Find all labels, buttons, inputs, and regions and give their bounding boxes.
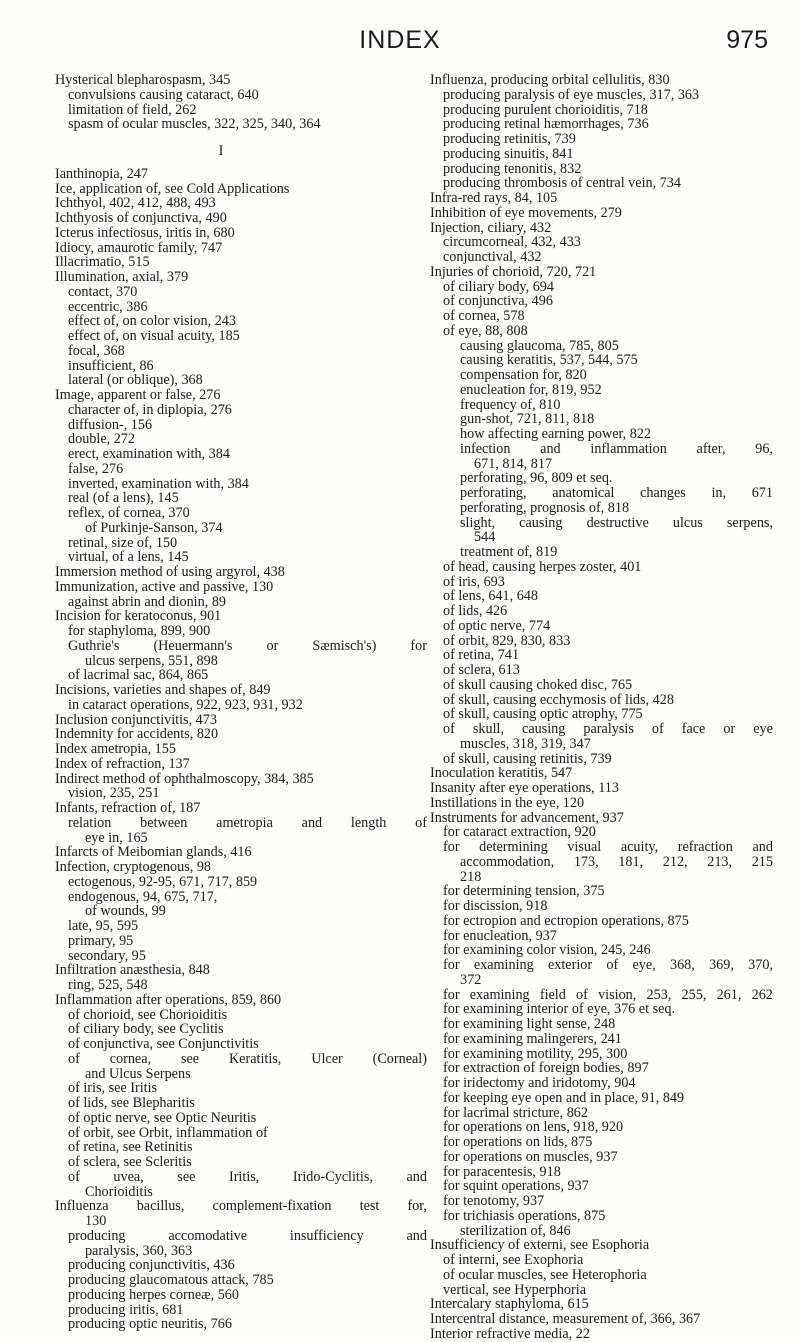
index-entry: Indirect method of ophthalmoscopy, 384, 385	[55, 770, 314, 787]
index-entry: for staphyloma, 899, 900	[68, 623, 211, 639]
index-entry: gun-shot, 721, 811, 818	[460, 411, 595, 428]
index-entry: of wounds, 99	[85, 903, 166, 920]
index-entry: for examining color vision, 245, 246	[443, 942, 651, 959]
index-entry: of sclera, 613	[443, 662, 520, 678]
index-entry: eye in, 165	[85, 829, 148, 846]
index-entry: of skull, causing paralysis of face or eye	[443, 721, 773, 737]
index-entry: Inflammation after operations, 859, 860	[55, 991, 282, 1008]
index-entry: for examining light sense, 248	[443, 1016, 616, 1032]
index-entry: Index ametropia, 155	[55, 741, 176, 757]
index-entry: for paracentesis, 918	[443, 1163, 561, 1180]
index-entry: Illacrimatio, 515	[55, 254, 150, 271]
index-entry: insufficient, 86	[68, 357, 154, 374]
index-entry: of lids, see Blepharitis	[68, 1095, 195, 1111]
index-entry: for trichiasis operations, 875	[443, 1207, 606, 1224]
index-entry: 372	[460, 971, 482, 988]
index-entry: Instillations in the eye, 120	[430, 794, 585, 811]
index-entry: of conjunctiva, 496	[443, 293, 553, 310]
index-column-right	[430, 73, 773, 1342]
index-entry: effect of, on visual acuity, 185	[68, 328, 240, 344]
index-entry: Injection, ciliary, 432	[430, 219, 552, 236]
index-entry: 544	[474, 529, 496, 546]
index-entry: producing glaucomatous attack, 785	[68, 1272, 274, 1288]
index-entry: Intercentral distance, measurement of, 366, 367	[430, 1311, 701, 1327]
index-entry: of Purkinje-Sanson, 374	[85, 519, 223, 536]
index-entry: Icterus infectiosus, iritis in, 680	[55, 224, 235, 241]
index-entry: for extraction of foreign bodies, 897	[443, 1060, 649, 1077]
index-entry: producing thrombosis of central vein, 734	[443, 175, 681, 192]
index-entry: of ocular muscles, see Heterophoria	[443, 1266, 647, 1283]
index-entry: for examining exterior of eye, 368, 369, 370,	[443, 957, 773, 973]
index-entry: Image, apparent or false, 276	[55, 387, 221, 403]
entry-group-h	[55, 73, 427, 132]
index-entry: effect of, on color vision, 243	[68, 313, 236, 330]
index-entry: double, 272	[68, 431, 135, 448]
index-entry: Inclusion conjunctivitis, 473	[55, 711, 217, 728]
index-entry: Injuries of chorioid, 720, 721	[430, 263, 597, 280]
index-entry: endogenous, 94, 675, 717,	[68, 888, 218, 905]
index-entry: Hysterical blepharospasm, 345	[55, 72, 231, 88]
index-entry: of ciliary body, see Cyclitis	[68, 1021, 224, 1038]
index-entry: secondary, 95	[68, 947, 146, 964]
index-entry: producing iritis, 681	[68, 1301, 184, 1318]
index-entry: Illumination, axial, 379	[55, 269, 189, 285]
index-entry: Chorioiditis	[85, 1183, 153, 1200]
index-entry: of eye, 88, 808	[443, 322, 528, 339]
index-entry: Incision for keratoconus, 901	[55, 608, 222, 625]
index-entry: Immunization, active and passive, 130	[55, 578, 274, 595]
index-entry: character of, in diplopia, 276	[68, 401, 232, 418]
index-entry: compensation for, 820	[460, 367, 587, 383]
index-entry: vertical, see Hyperphoria	[443, 1281, 586, 1298]
index-entry: limitation of field, 262	[68, 101, 197, 118]
index-entry: producing retinal hæmorrhages, 736	[443, 116, 649, 133]
index-column-left	[55, 73, 427, 1332]
index-entry: producing conjunctivitis, 436	[68, 1257, 235, 1274]
section-letter: I	[218, 143, 224, 159]
index-entry: erect, examination with, 384	[68, 446, 230, 462]
index-entry: perforating, anatomical changes in, 671	[460, 485, 773, 501]
index-entry: sterilization of, 846	[460, 1222, 571, 1239]
index-entry: of cornea, see Keratitis, Ulcer (Corneal)	[68, 1050, 427, 1067]
index-entry: of lacrimal sac, 864, 865	[68, 667, 209, 684]
index-entry: producing paralysis of eye muscles, 317, 363	[443, 86, 700, 103]
index-entry: Ianthinopia, 247	[55, 165, 148, 182]
index-entry: producing tenonitis, 832	[443, 160, 582, 177]
index-entry: causing keratitis, 537, 544, 575	[460, 352, 638, 369]
index-entry: for determining tension, 375	[443, 883, 605, 900]
index-entry: for enucleation, 937	[443, 927, 557, 944]
index-entry: of conjunctiva, see Conjunctivitis	[68, 1036, 259, 1052]
index-entry: Infiltration anæsthesia, 848	[55, 962, 210, 979]
index-entry: of skull, causing retinitis, 739	[443, 750, 612, 767]
index-entry: for examining field of vision, 253, 255, 261, 262	[443, 986, 773, 1003]
index-entry: for examining malingerers, 241	[443, 1030, 622, 1047]
index-entry: of retina, see Retinitis	[68, 1139, 193, 1156]
index-entry: of skull, causing ecchymosis of lids, 428	[443, 691, 674, 708]
index-entry: ulcus serpens, 551, 898	[85, 652, 218, 669]
index-entry: for determining visual acuity, refraction and	[443, 839, 773, 855]
index-entry: Inhibition of eye movements, 279	[430, 204, 622, 221]
page-header	[0, 26, 800, 60]
index-entry: of skull, causing optic atrophy, 775	[443, 706, 643, 723]
index-entry: late, 95, 595	[68, 918, 139, 934]
index-entry: for iridectomy and iridotomy, 904	[443, 1075, 636, 1091]
index-entry: 130	[85, 1213, 107, 1229]
index-entry: for ectropion and ectropion operations, 875	[443, 912, 689, 929]
index-entry: of sclera, see Scleritis	[68, 1154, 192, 1170]
index-entry: of retina, 741	[443, 647, 520, 664]
index-entry: for tenotomy, 937	[443, 1193, 545, 1209]
index-entry: of interni, see Exophoria	[443, 1252, 584, 1268]
index-entry: 671, 814, 817	[474, 455, 553, 472]
index-entry: relation between ametropia and length of	[68, 814, 427, 831]
index-entry: of chorioid, see Chorioiditis	[68, 1006, 228, 1023]
index-entry: inverted, examination with, 384	[68, 475, 249, 492]
index-entry: Incisions, varieties and shapes of, 849	[55, 682, 271, 698]
index-entry: for examining motility, 295, 300	[443, 1045, 628, 1062]
index-entry: and Ulcus Serpens	[85, 1065, 191, 1082]
index-entry: Infection, cryptogenous, 98	[55, 859, 212, 875]
index-entry: convulsions causing cataract, 640	[68, 86, 259, 103]
index-entry: for cataract extraction, 920	[443, 824, 596, 841]
index-entry: reflex, of cornea, 370	[68, 505, 190, 521]
index-entry: Infants, refraction of, 187	[55, 800, 201, 816]
index-entry: Insanity after eye operations, 113	[430, 780, 619, 796]
index-entry: ectogenous, 92-95, 671, 717, 859	[68, 873, 258, 890]
index-entry: producing purulent chorioiditis, 718	[443, 101, 648, 118]
entry-group-i-continued	[430, 73, 773, 1342]
index-entry: of iris, 693	[443, 573, 505, 590]
index-entry: of head, causing herpes zoster, 401	[443, 558, 642, 575]
index-entry: against abrin and dionin, 89	[68, 593, 227, 610]
index-entry: producing retinitis, 739	[443, 131, 576, 147]
index-entry: of iris, see Iritis	[68, 1080, 158, 1097]
index-entry: Infra-red rays, 84, 105	[430, 190, 558, 206]
index-entry: producing optic neuritis, 766	[68, 1316, 232, 1333]
index-entry: enucleation for, 819, 952	[460, 381, 602, 398]
entry-group-i	[55, 167, 427, 1332]
index-entry: frequency of, 810	[460, 396, 561, 413]
index-entry: of orbit, 829, 830, 833	[443, 632, 571, 649]
index-entry: for operations on lens, 918, 920	[443, 1119, 624, 1136]
index-entry: Ichthyosis of conjunctiva, 490	[55, 210, 227, 226]
index-entry: retinal, size of, 150	[68, 534, 178, 551]
index-entry: Inoculation keratitis, 547	[430, 765, 573, 782]
index-entry: contact, 370	[68, 283, 138, 300]
index-entry: how affecting earning power, 822	[460, 426, 652, 442]
index-entry: Idiocy, amaurotic family, 747	[55, 239, 223, 256]
index-entry: perforating, 96, 809 et seq.	[460, 470, 613, 487]
index-entry: Influenza bacillus, complement-fixation test for,	[55, 1198, 427, 1215]
index-entry: 218	[460, 868, 482, 885]
index-entry: of uvea, see Iritis, Irido-Cyclitis, and	[68, 1168, 427, 1185]
index-entry: of skull causing choked disc, 765	[443, 676, 633, 693]
index-entry: of optic nerve, see Optic Neuritis	[68, 1109, 257, 1126]
index-entry: vision, 235, 251	[68, 785, 160, 802]
index-entry: real (of a lens), 145	[68, 490, 179, 507]
index-entry: accommodation, 173, 181, 212, 213, 215	[460, 853, 773, 870]
index-entry: paralysis, 360, 363	[85, 1242, 193, 1259]
index-entry: Indemnity for accidents, 820	[55, 726, 219, 743]
index-entry: virtual, of a lens, 145	[68, 549, 189, 566]
index-entry: ring, 525, 548	[68, 977, 148, 993]
index-entry: for squint operations, 937	[443, 1178, 589, 1195]
page-title: INDEX	[359, 26, 441, 54]
index-entry: in cataract operations, 922, 923, 931, 932	[68, 696, 303, 713]
index-entry: of lids, 426	[443, 603, 508, 619]
index-entry: Interior refractive media, 22	[430, 1325, 590, 1342]
index-entry: for examining interior of eye, 376 et seq.	[443, 1001, 676, 1018]
index-entry: Instruments for advancement, 937	[430, 809, 624, 826]
index-entry: Guthrie's (Heuermann's or Sæmisch's) for	[68, 637, 427, 654]
index-entry: of lens, 641, 648	[443, 588, 538, 605]
index-entry: for lacrimal stricture, 862	[443, 1104, 588, 1121]
index-entry: producing sinuitis, 841	[443, 145, 574, 162]
index-entry: producing accomodative insufficiency and	[68, 1227, 427, 1244]
index-entry: infection and inflammation after, 96,	[460, 440, 773, 457]
index-entry: Immersion method of using argyrol, 438	[55, 564, 285, 580]
index-entry: false, 276	[68, 460, 124, 477]
index-entry: diffusion-, 156	[68, 416, 153, 433]
index-entry: for operations on muscles, 937	[443, 1148, 618, 1165]
index-entry: Insufficiency of externi, see Esophoria	[430, 1237, 650, 1254]
index-entry: producing herpes corneæ, 560	[68, 1286, 239, 1303]
index-entry: spasm of ocular muscles, 322, 325, 340, 364	[68, 116, 321, 133]
index-entry: eccentric, 386	[68, 298, 148, 315]
index-entry: treatment of, 819	[460, 544, 558, 560]
index-entry: focal, 368	[68, 342, 125, 359]
index-entry: primary, 95	[68, 932, 134, 949]
index-entry: for keeping eye open and in place, 91, 849	[443, 1089, 685, 1106]
index-entry: causing glaucoma, 785, 805	[460, 337, 619, 354]
index-entry: Influenza, producing orbital cellulitis, 830	[430, 72, 670, 88]
index-entry: for operations on lids, 875	[443, 1134, 593, 1150]
index-entry: conjunctival, 432	[443, 249, 542, 265]
index-entry: Infarcts of Meibomian glands, 416	[55, 844, 252, 861]
index-entry: Ichthyol, 402, 412, 488, 493	[55, 195, 216, 212]
index-entry: muscles, 318, 319, 347	[460, 735, 591, 752]
index-entry: Intercalary staphyloma, 615	[430, 1296, 589, 1313]
index-entry: of cornea, 578	[443, 308, 525, 324]
index-entry: of orbit, see Orbit, inflammation of	[68, 1124, 268, 1141]
index-entry: circumcorneal, 432, 433	[443, 234, 581, 251]
index-entry: of ciliary body, 694	[443, 278, 554, 295]
index-entry: perforating, prognosis of, 818	[460, 499, 630, 516]
index-entry: Index of refraction, 137	[55, 755, 190, 772]
index-entry: of optic nerve, 774	[443, 617, 551, 634]
page-number: 975	[726, 26, 768, 54]
index-entry: lateral (or oblique), 368	[68, 372, 203, 389]
index-entry: slight, causing destructive ulcus serpens,	[460, 514, 773, 531]
index-entry: for discission, 918	[443, 898, 548, 914]
index-entry: Ice, application of, see Cold Applications	[55, 180, 290, 197]
